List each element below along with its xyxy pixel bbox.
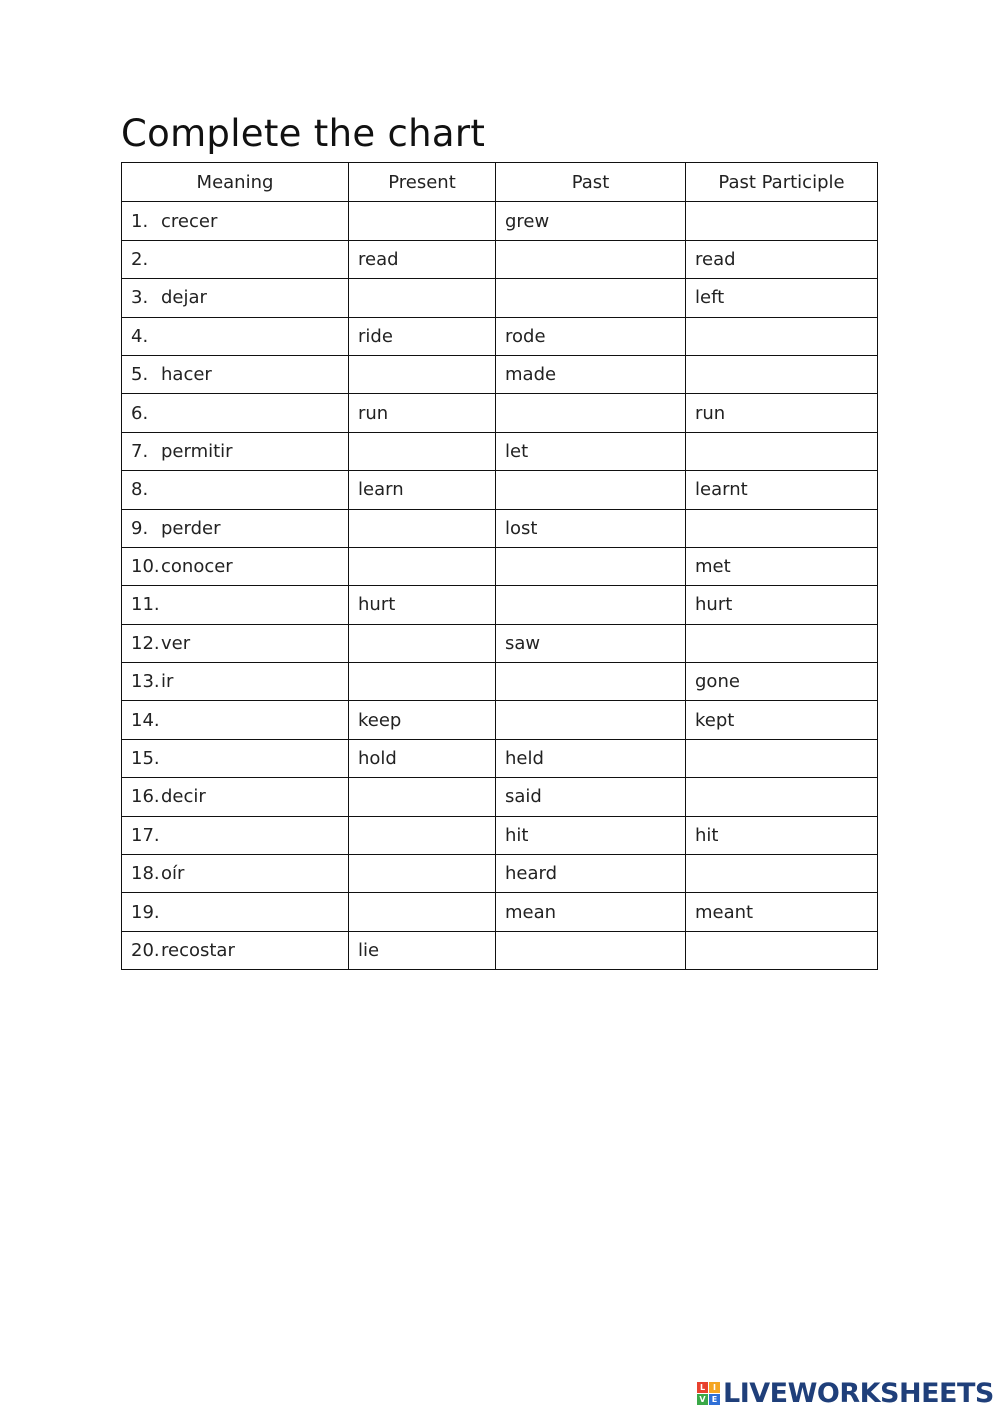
liveworksheets-logo <box>697 1378 994 1408</box>
cell-participle: met <box>686 547 878 585</box>
cell-past <box>496 547 686 585</box>
cell-past <box>496 586 686 624</box>
cell-past: lost <box>496 509 686 547</box>
cell-present: run <box>349 394 496 432</box>
meaning-text: crecer <box>161 210 218 232</box>
cell-participle <box>686 739 878 777</box>
cell-participle <box>686 317 878 355</box>
cell-meaning <box>122 355 349 393</box>
cell-meaning <box>122 394 349 432</box>
header-present: Present <box>349 163 496 202</box>
meaning-text: ver <box>161 632 191 654</box>
cell-meaning <box>122 931 349 969</box>
cell-participle <box>686 355 878 393</box>
cell-meaning <box>122 432 349 470</box>
header-past-participle: Past Participle <box>686 163 878 202</box>
table-row <box>122 394 878 432</box>
cell-past <box>496 663 686 701</box>
row-number: 1. <box>131 210 149 232</box>
row-number: 7. <box>131 440 149 462</box>
cell-present <box>349 663 496 701</box>
cell-present: hold <box>349 739 496 777</box>
cell-meaning <box>122 509 349 547</box>
cell-past <box>496 279 686 317</box>
cell-meaning <box>122 317 349 355</box>
cell-present <box>349 355 496 393</box>
row-number: 5. <box>131 364 149 386</box>
table-row <box>122 547 878 585</box>
header-past: Past <box>496 163 686 202</box>
cell-past: let <box>496 432 686 470</box>
cell-meaning <box>122 624 349 662</box>
cell-meaning <box>122 893 349 931</box>
row-number: 9. <box>131 517 149 539</box>
meaning-text: conocer <box>161 556 233 578</box>
cell-past <box>496 931 686 969</box>
header-meaning: Meaning <box>122 163 349 202</box>
cell-participle: gone <box>686 663 878 701</box>
cell-past: said <box>496 778 686 816</box>
table-row <box>122 586 878 624</box>
cell-participle: left <box>686 279 878 317</box>
meaning-text: hacer <box>161 364 212 386</box>
cell-past <box>496 394 686 432</box>
cell-present <box>349 778 496 816</box>
cell-participle <box>686 778 878 816</box>
cell-past: made <box>496 355 686 393</box>
cell-past: mean <box>496 893 686 931</box>
cell-meaning <box>122 279 349 317</box>
row-number: 16. <box>131 786 160 808</box>
cell-participle <box>686 855 878 893</box>
meaning-text: oír <box>161 863 185 885</box>
cell-present: lie <box>349 931 496 969</box>
cell-participle: read <box>686 240 878 278</box>
cell-past <box>496 701 686 739</box>
cell-participle: hit <box>686 816 878 854</box>
row-number: 19. <box>131 901 160 923</box>
table-body <box>122 202 878 970</box>
logo-squares-icon <box>697 1382 720 1405</box>
cell-participle <box>686 202 878 240</box>
meaning-text: decir <box>161 786 206 808</box>
cell-participle <box>686 509 878 547</box>
page-title: Complete the chart <box>121 112 486 155</box>
table-row <box>122 855 878 893</box>
cell-meaning <box>122 778 349 816</box>
cell-participle <box>686 432 878 470</box>
cell-participle <box>686 931 878 969</box>
table-row <box>122 663 878 701</box>
meaning-text: dejar <box>161 287 207 309</box>
cell-present <box>349 816 496 854</box>
cell-present: learn <box>349 471 496 509</box>
cell-present: read <box>349 240 496 278</box>
cell-meaning <box>122 471 349 509</box>
cell-meaning <box>122 586 349 624</box>
cell-participle <box>686 624 878 662</box>
cell-past: heard <box>496 855 686 893</box>
logo-square: E <box>709 1394 720 1405</box>
cell-present <box>349 624 496 662</box>
cell-past: held <box>496 739 686 777</box>
cell-past: hit <box>496 816 686 854</box>
meaning-text: permitir <box>161 440 233 462</box>
table-row <box>122 202 878 240</box>
cell-present: hurt <box>349 586 496 624</box>
cell-present <box>349 279 496 317</box>
table-row <box>122 355 878 393</box>
cell-present <box>349 893 496 931</box>
cell-meaning <box>122 701 349 739</box>
cell-present <box>349 202 496 240</box>
row-number: 6. <box>131 402 149 424</box>
cell-meaning <box>122 855 349 893</box>
cell-present <box>349 432 496 470</box>
row-number: 8. <box>131 479 149 501</box>
cell-meaning <box>122 240 349 278</box>
cell-past: grew <box>496 202 686 240</box>
cell-meaning <box>122 547 349 585</box>
logo-square: I <box>709 1382 720 1393</box>
table-row <box>122 624 878 662</box>
row-number: 4. <box>131 325 149 347</box>
cell-meaning <box>122 739 349 777</box>
row-number: 18. <box>131 863 160 885</box>
logo-text: LIVEWORKSHEETS <box>723 1377 994 1409</box>
table-row <box>122 893 878 931</box>
row-number: 15. <box>131 748 160 770</box>
logo-square: V <box>697 1394 708 1405</box>
row-number: 14. <box>131 709 160 731</box>
cell-participle: kept <box>686 701 878 739</box>
cell-present <box>349 855 496 893</box>
meaning-text: perder <box>161 517 221 539</box>
meaning-text: recostar <box>161 940 235 961</box>
logo-square: L <box>697 1382 708 1393</box>
cell-past <box>496 240 686 278</box>
verb-chart-table <box>121 162 878 970</box>
table-row <box>122 317 878 355</box>
cell-present <box>349 509 496 547</box>
cell-meaning <box>122 202 349 240</box>
cell-participle: run <box>686 394 878 432</box>
cell-past: rode <box>496 317 686 355</box>
table-row <box>122 701 878 739</box>
table-row <box>122 931 878 969</box>
row-number: 17. <box>131 824 160 846</box>
cell-participle: hurt <box>686 586 878 624</box>
table-header-row <box>122 163 878 202</box>
cell-present: ride <box>349 317 496 355</box>
cell-meaning <box>122 816 349 854</box>
cell-past: saw <box>496 624 686 662</box>
cell-present <box>349 547 496 585</box>
table-row <box>122 432 878 470</box>
table-row <box>122 778 878 816</box>
cell-participle: learnt <box>686 471 878 509</box>
table-row <box>122 739 878 777</box>
row-number: 13. <box>131 671 160 693</box>
table-row <box>122 240 878 278</box>
row-number: 11. <box>131 594 160 616</box>
table-row <box>122 816 878 854</box>
cell-past <box>496 471 686 509</box>
meaning-text: ir <box>161 671 174 693</box>
row-number: 3. <box>131 287 149 309</box>
row-number: 2. <box>131 248 149 270</box>
table-row <box>122 509 878 547</box>
row-number: 10. <box>131 556 160 578</box>
table-row <box>122 279 878 317</box>
row-number: 12. <box>131 632 160 654</box>
cell-participle: meant <box>686 893 878 931</box>
row-number: 20. <box>131 940 160 961</box>
cell-present: keep <box>349 701 496 739</box>
cell-meaning <box>122 663 349 701</box>
table-row <box>122 471 878 509</box>
